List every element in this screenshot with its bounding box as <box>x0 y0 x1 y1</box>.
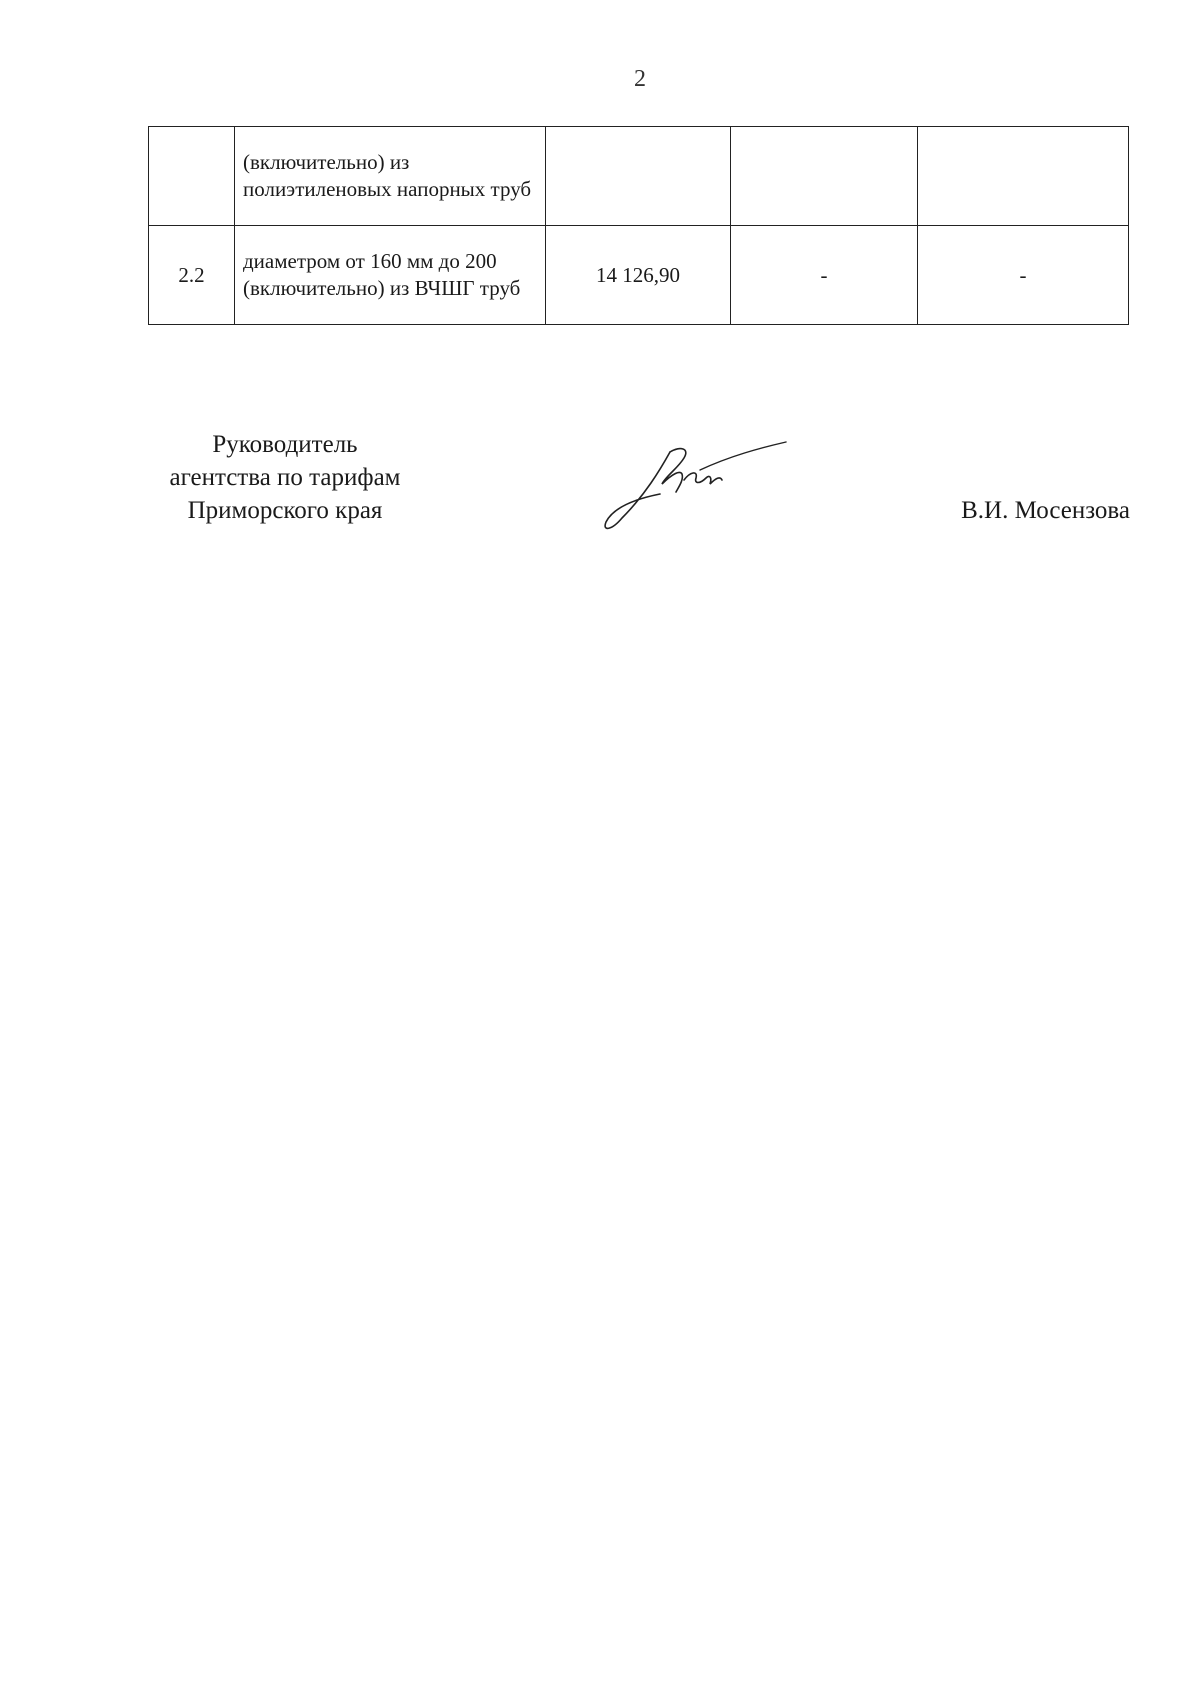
position-line: Приморского края <box>187 497 383 524</box>
row-value-3: - <box>918 226 1129 325</box>
row-value-1 <box>546 127 731 226</box>
row-number <box>149 127 235 226</box>
signatory-name: В.И. Мосензова <box>961 497 1130 524</box>
row-description: (включительно) из полиэтиленовых напорных труб <box>235 127 546 226</box>
position-line: агентства по тарифам <box>169 464 401 491</box>
table-row <box>149 127 1129 226</box>
row-value-2: - <box>731 226 918 325</box>
handwritten-signature <box>600 440 790 540</box>
position-line: Руководитель <box>212 431 358 458</box>
row-value-3 <box>918 127 1129 226</box>
row-value-1: 14 126,90 <box>546 226 731 325</box>
page-number: 2 <box>634 66 646 92</box>
table-row <box>149 226 1129 325</box>
rates-table <box>148 126 1129 325</box>
row-value-2 <box>731 127 918 226</box>
signatory-position <box>140 428 430 527</box>
row-description: диаметром от 160 мм до 200 (включительно) из ВЧШГ труб <box>235 226 546 325</box>
row-number: 2.2 <box>149 226 235 325</box>
